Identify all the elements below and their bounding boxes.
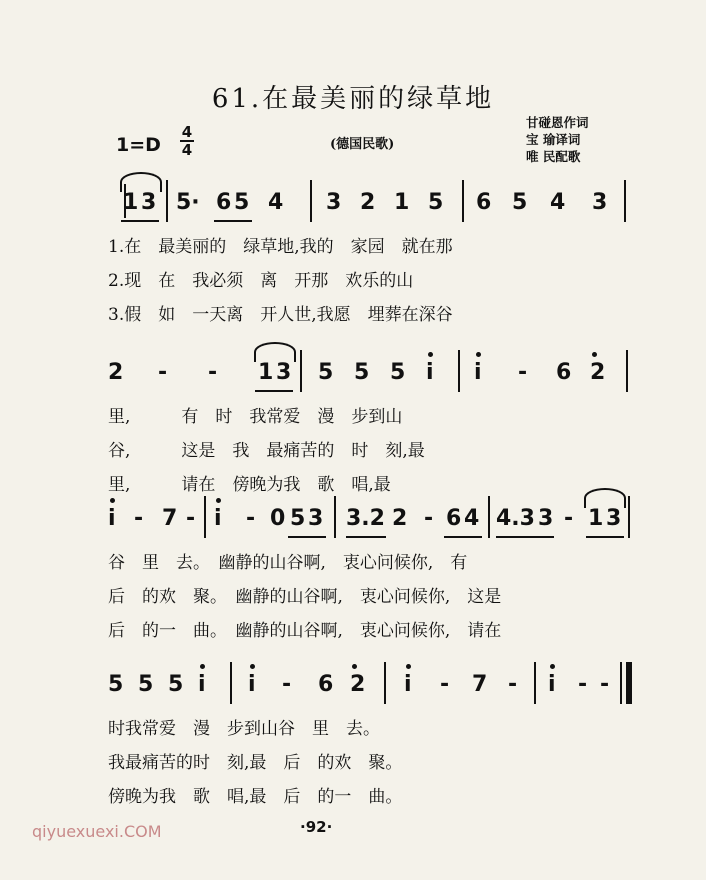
- note: -: [600, 672, 610, 697]
- lyric-verse-1: 谷 里 去。 幽静的山谷啊, 衷心问候你, 有: [108, 553, 468, 573]
- time-signature-bottom: 4: [181, 141, 193, 159]
- note: -: [440, 672, 450, 697]
- note: 2: [360, 190, 376, 215]
- time-signature: [180, 124, 194, 158]
- note: 2: [350, 672, 366, 697]
- note: -: [578, 672, 588, 697]
- note: 1: [123, 190, 139, 215]
- lyric-verse-2: 后 的欢 聚。 幽静的山谷啊, 衷心问候你, 这是: [108, 587, 502, 607]
- note: 3: [326, 190, 342, 215]
- time-signature-top: 4: [181, 123, 193, 141]
- note: 2: [590, 360, 606, 385]
- note: 2: [392, 506, 408, 531]
- score-system-4: [0, 650, 706, 880]
- note: 5: [138, 672, 154, 697]
- notation-row-3: [0, 484, 706, 544]
- note: -: [424, 506, 434, 531]
- note: 4.3: [496, 506, 535, 531]
- note: i: [404, 672, 412, 697]
- lyric-verse-3: 3.假 如 一天离 开人世,我愿 埋葬在深谷: [108, 305, 453, 325]
- lyric-verse-1: 1.在 最美丽的 绿草地,我的 家园 就在那: [108, 237, 453, 257]
- note: 1: [258, 360, 274, 385]
- note: i: [474, 360, 482, 385]
- note: 4: [550, 190, 566, 215]
- note: 3: [308, 506, 324, 531]
- note: 4: [268, 190, 284, 215]
- page-number: ·92·: [300, 818, 333, 836]
- note: 6: [318, 672, 334, 697]
- note: 3: [141, 190, 157, 215]
- note: -: [134, 506, 144, 531]
- lyric-verse-3: 傍晚为我 歌 唱,最 后 的一 曲。: [108, 787, 403, 807]
- note: 5: [354, 360, 370, 385]
- credits: [526, 114, 589, 165]
- lyric-verse-1: 里, 有 时 我常爱 漫 步到山: [108, 407, 403, 427]
- credit-arranger: 唯 民配歌: [526, 149, 581, 164]
- note: -: [158, 360, 168, 385]
- note: 6: [556, 360, 572, 385]
- genre-label: (德国民歌): [330, 137, 395, 152]
- lyric-verse-1: 时我常爱 漫 步到山谷 里 去。: [108, 719, 380, 739]
- note: 3: [592, 190, 608, 215]
- note: i: [198, 672, 206, 697]
- lyric-verse-2: 2.现 在 我必须 离 开那 欢乐的山: [108, 271, 414, 291]
- notation-row-2: [0, 338, 706, 398]
- note: -: [246, 506, 256, 531]
- note: 7: [472, 672, 488, 697]
- note: 5: [290, 506, 306, 531]
- note: 6: [446, 506, 462, 531]
- credit-lyricist: 甘碰恩作词: [526, 115, 589, 130]
- note: 0: [270, 506, 286, 531]
- note: -: [186, 506, 196, 531]
- note: i: [248, 672, 256, 697]
- note: 5: [108, 672, 124, 697]
- note: 1: [588, 506, 604, 531]
- note: 6: [476, 190, 492, 215]
- note: -: [508, 672, 518, 697]
- note: 5: [512, 190, 528, 215]
- note: 6: [216, 190, 232, 215]
- note: i: [426, 360, 434, 385]
- note: -: [564, 506, 574, 531]
- lyric-verse-3: 后 的一 曲。 幽静的山谷啊, 衷心问候你, 请在: [108, 621, 502, 641]
- note: 2: [108, 360, 124, 385]
- note: 5: [168, 672, 184, 697]
- credit-translator: 宝 瑜译词: [526, 132, 581, 147]
- note: -: [282, 672, 292, 697]
- note: -: [518, 360, 528, 385]
- note: 5: [428, 190, 444, 215]
- key-signature: 1=D: [116, 134, 161, 156]
- lyric-verse-3: 里, 请在 傍晚为我 歌 唱,最: [108, 475, 391, 495]
- note: 3: [538, 506, 554, 531]
- notation-row-1: [0, 168, 706, 228]
- note: 3: [606, 506, 622, 531]
- note: 7: [162, 506, 178, 531]
- note: i: [214, 506, 222, 531]
- note: 5: [234, 190, 250, 215]
- lyric-verse-2: 我最痛苦的时 刻,最 后 的欢 聚。: [108, 753, 403, 773]
- note: i: [108, 506, 116, 531]
- note: i: [548, 672, 556, 697]
- note: 5: [318, 360, 334, 385]
- note: 1: [394, 190, 410, 215]
- note: 3.2: [346, 506, 385, 531]
- note: 5: [390, 360, 406, 385]
- song-title: 61.在最美丽的绿草地: [211, 84, 495, 114]
- note: -: [208, 360, 218, 385]
- lyric-verse-2: 谷, 这是 我 最痛苦的 时 刻,最: [108, 441, 425, 461]
- note: 5·: [176, 190, 200, 215]
- note: 4: [464, 506, 480, 531]
- watermark: qiyuexuexi.COM: [32, 822, 162, 841]
- note: 3: [276, 360, 292, 385]
- notation-row-4: [0, 650, 706, 710]
